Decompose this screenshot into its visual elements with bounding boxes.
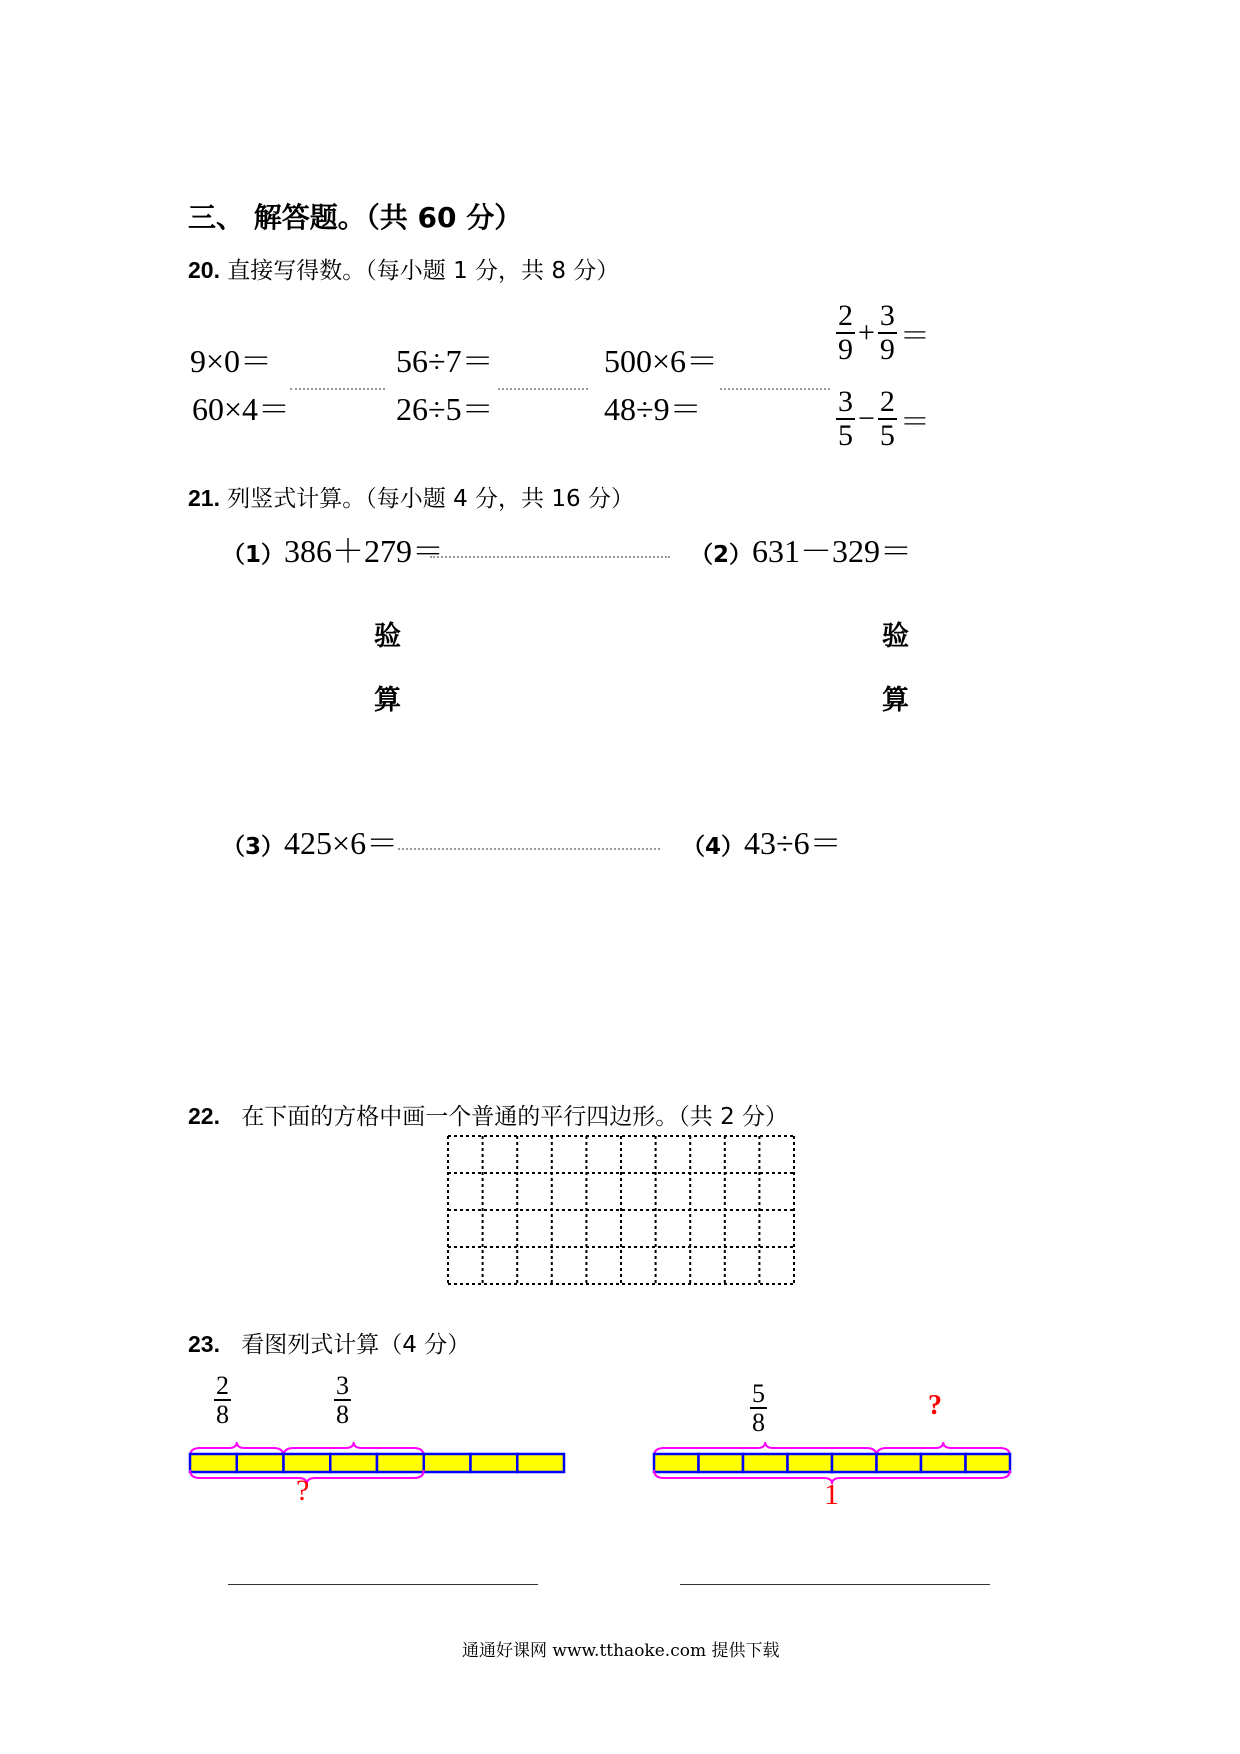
question-21-number: 21. — [188, 485, 220, 511]
q20-fraction-add: $\frac{2}{9}$ + $\frac{3}{9}$ ＝ — [838, 299, 930, 366]
dotted-separator — [430, 556, 670, 558]
q21-problem-3: （3）425×6＝ — [222, 825, 399, 861]
bar-segment — [654, 1454, 699, 1472]
check-label-right-top: 验 — [882, 621, 909, 652]
bar-segment — [424, 1454, 471, 1472]
bar-segment — [921, 1454, 966, 1472]
q21-problem-1: （1）386＋279＝ — [222, 533, 445, 569]
left-fraction-3-8: $\frac{3}{8}$ — [336, 1371, 349, 1430]
q20-item-5: 26÷5＝ — [396, 391, 494, 427]
q20-item-3: 500×6＝ — [604, 343, 719, 379]
right-fraction-5-8: $\frac{5}{8}$ — [752, 1379, 765, 1438]
left-unknown-mark: ? — [296, 1474, 310, 1507]
question-21-heading — [188, 480, 634, 513]
bar-segment — [832, 1454, 877, 1472]
bar-segment — [330, 1454, 377, 1472]
dotted-separator — [498, 388, 588, 390]
check-label-left-top: 验 — [374, 621, 401, 652]
bar-segment — [377, 1454, 424, 1472]
question-22-text: 在下面的方格中画一个普通的平行四边形。（共 2 分） — [241, 1104, 789, 1130]
question-22-number: 22. — [188, 1103, 220, 1129]
check-label-right-bottom: 算 — [882, 685, 909, 716]
dotted-separator — [398, 848, 660, 850]
bar-segment — [284, 1454, 331, 1472]
question-23-heading — [188, 1326, 470, 1359]
section-title: 三、 解答题。（共 60 分） — [188, 201, 523, 234]
bar-segment — [517, 1454, 564, 1472]
q20-item-6: 48÷9＝ — [604, 391, 702, 427]
question-20-number: 20. — [188, 257, 220, 283]
bar-segment — [743, 1454, 788, 1472]
left-fraction-2-8: $\frac{2}{8}$ — [216, 1371, 229, 1430]
q20-item-4: 60×4＝ — [192, 391, 291, 427]
left-bar-diagram — [186, 1428, 568, 1508]
bar-segment — [471, 1454, 518, 1472]
footer-text: 通通好课网 www.tthaoke.com 提供下载 — [462, 1641, 780, 1661]
right-answer-line[interactable] — [680, 1584, 990, 1585]
question-23-number: 23. — [188, 1331, 220, 1357]
question-21-text: 列竖式计算。（每小题 4 分，共 16 分） — [227, 486, 634, 512]
q20-item-1: 9×0＝ — [190, 343, 273, 379]
bar-segment — [788, 1454, 833, 1472]
bar-segment — [877, 1454, 922, 1472]
right-whole-label: 1 — [824, 1478, 839, 1511]
dotted-separator — [290, 388, 385, 390]
bar-segment — [237, 1454, 284, 1472]
bar-segment — [966, 1454, 1011, 1472]
bar-segment — [190, 1454, 237, 1472]
question-20-heading — [188, 252, 619, 285]
right-unknown-mark: ? — [928, 1390, 942, 1421]
q21-problem-2: （2）631－329＝ — [690, 533, 913, 569]
q21-problem-4: （4）43÷6＝ — [682, 825, 842, 861]
q20-item-2: 56÷7＝ — [396, 343, 494, 379]
left-answer-line[interactable] — [228, 1584, 538, 1585]
check-label-left-bottom: 算 — [374, 685, 401, 716]
question-20-text: 直接写得数。（每小题 1 分，共 8 分） — [227, 258, 620, 284]
bar-segment — [699, 1454, 744, 1472]
dotted-separator — [720, 388, 830, 390]
question-22-heading — [188, 1098, 788, 1131]
dotted-grid[interactable] — [446, 1134, 796, 1286]
q20-fraction-sub: $\frac{3}{5}$ − $\frac{2}{5}$ ＝ — [838, 385, 930, 452]
question-23-text: 看图列式计算（4 分） — [241, 1332, 471, 1358]
